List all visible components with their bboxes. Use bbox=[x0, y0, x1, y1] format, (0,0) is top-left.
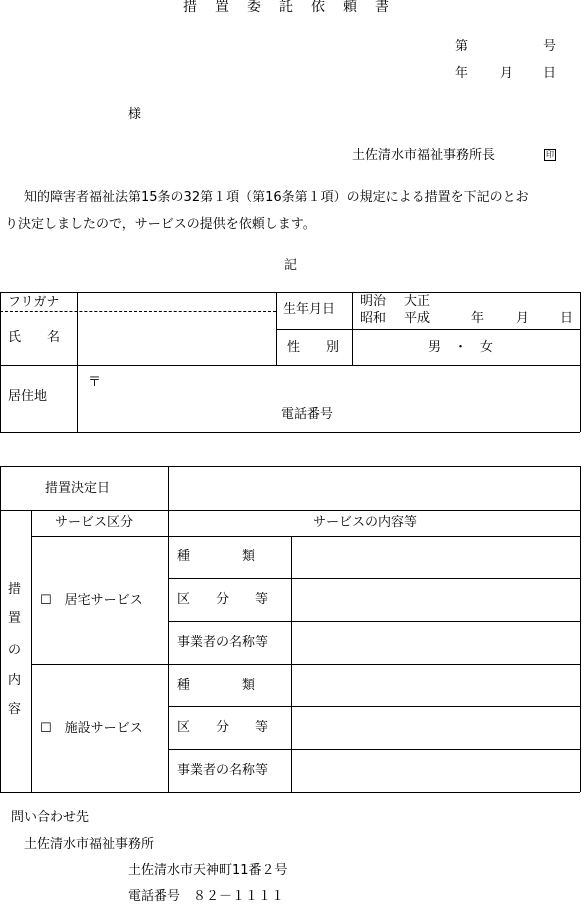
seal-mark: 印 bbox=[546, 150, 554, 159]
ki-heading: 記 bbox=[284, 258, 298, 273]
vertical-label-2: 置 bbox=[8, 611, 22, 626]
era-meiji: 明治 bbox=[360, 294, 387, 309]
facility-division-label: 区 分 等 bbox=[177, 720, 269, 735]
birthdate-label: 生年月日 bbox=[283, 302, 336, 317]
vertical-label-1: 措 bbox=[8, 582, 22, 597]
address-label: 居住地 bbox=[8, 389, 48, 404]
name-label: 氏 名 bbox=[8, 330, 61, 345]
facility-provider-label: 事業者の名称等 bbox=[177, 763, 269, 778]
era-heisei: 平成 bbox=[404, 311, 431, 326]
birth-day: 日 bbox=[560, 311, 574, 326]
document-title: 措 置 委 託 依 頼 書 bbox=[183, 0, 391, 15]
contact-address: 土佐清水市天神町11番２号 bbox=[128, 863, 288, 878]
issuer-name: 土佐清水市福祉事務所長 bbox=[352, 148, 496, 163]
furigana-label: フリガナ bbox=[8, 295, 60, 310]
postal-mark: 〒 bbox=[88, 375, 102, 390]
date-day: 日 bbox=[543, 66, 557, 81]
phone-label: 電話番号 bbox=[281, 407, 334, 422]
era-showa: 昭和 bbox=[360, 311, 387, 326]
decision-date-label: 措置決定日 bbox=[45, 481, 111, 496]
contact-office: 土佐清水市福祉事務所 bbox=[24, 837, 155, 852]
birth-year: 年 bbox=[471, 311, 485, 326]
number-suffix: 号 bbox=[543, 39, 557, 54]
date-month: 月 bbox=[500, 66, 514, 81]
vertical-label-4: 内 bbox=[8, 673, 22, 688]
vertical-label-5: 容 bbox=[8, 702, 22, 717]
home-division-label: 区 分 等 bbox=[177, 592, 269, 607]
body-line-1: 知的障害者福祉法第15条の32第１項（第16条第１項）の規定による措置を下記のとお bbox=[24, 190, 529, 205]
contact-phone: 電話番号 ８２－１１１１ bbox=[128, 889, 285, 904]
birth-month: 月 bbox=[516, 311, 530, 326]
home-provider-label: 事業者の名称等 bbox=[177, 635, 269, 650]
service-category-header: サービス区分 bbox=[55, 515, 134, 530]
number-prefix: 第 bbox=[455, 39, 469, 54]
date-year: 年 bbox=[455, 66, 469, 81]
addressee-suffix: 様 bbox=[128, 107, 142, 122]
contact-heading: 問い合わせ先 bbox=[11, 810, 90, 825]
gender-label: 性 別 bbox=[287, 340, 340, 355]
facility-kind-label: 種 類 bbox=[177, 678, 256, 693]
body-line-2: り決定しましたので，サービスの提供を依頼します。 bbox=[5, 217, 316, 232]
era-taisho: 大正 bbox=[404, 294, 431, 309]
home-kind-label: 種 類 bbox=[177, 549, 256, 564]
home-service-checkbox[interactable]: ☐ 居宅サービス bbox=[40, 593, 143, 608]
vertical-label-3: の bbox=[8, 643, 22, 658]
service-detail-header: サービスの内容等 bbox=[313, 515, 418, 530]
gender-options: 男 ・ 女 bbox=[428, 340, 494, 355]
facility-service-checkbox[interactable]: ☐ 施設サービス bbox=[40, 721, 143, 736]
